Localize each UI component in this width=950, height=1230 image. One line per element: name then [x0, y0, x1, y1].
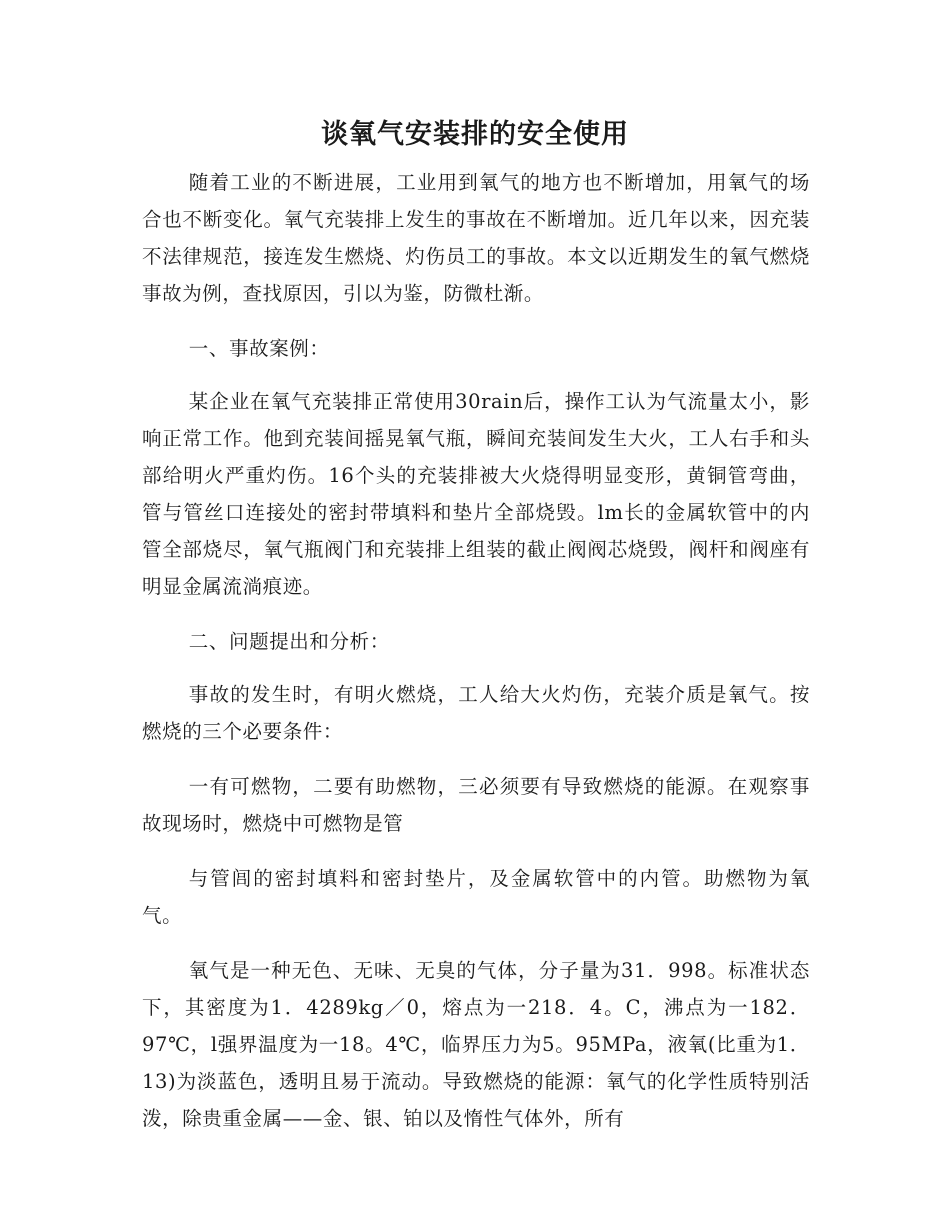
- document-title: 谈氧气安装排的安全使用: [321, 119, 629, 150]
- paragraph-analysis: 事故的发生时，有明火燃烧，工人给大火灼伤，充装介质是氧气。按燃烧的三个必要条件：: [142, 683, 810, 743]
- paragraph-accident-case: 某企业在氧气充装排正常使用30rain后，操作工认为气流量太小，影响正常工作。他到充装间摇晃氧气瓶，瞬间充装间发生大火，工人右手和头部给明火严重灼伤。16个头的充装排被大火烧得明显变形，黄铜管弯曲，管与管丝口连接处的密封带填料和垫片全部烧毁。lm长的金属软管中的内管全部烧尽，氧气瓶阀门和充装排上组装的截止阀阀芯烧毁，阀杆和阀座有明显金属流淌痕迹。: [142, 390, 810, 598]
- section-heading-accident-case: 一、事故案例：: [188, 337, 330, 360]
- section-heading-analysis: 二、问题提出和分析：: [188, 630, 390, 653]
- paragraph-intro: 随着工业的不断进展，工业用到氧气的地方也不断增加，用氧气的场合也不断变化。氧气充装排上发生的事故在不断增加。近几年以来，因充装不法律规范，接连发生燃烧、灼伤员工的事故。本文以近期发生的氧气燃烧事故为例，查找原因，引以为鉴，防微杜渐。: [142, 171, 810, 305]
- paragraph-combustion-conditions: 一有可燃物，二要有助燃物，三必须要有导致燃烧的能源。在观察事故现场时，燃烧中可燃物是管: [142, 775, 810, 835]
- paragraph-oxygen-properties: 氧气是一种无色、无味、无臭的气体，分子量为31．998。标准状态下，其密度为1．4289kg／0，熔点为一218．4。C，沸点为一182．97℃，l强界温度为一18。4℃，临界压力为5。95MPa，液氧(比重为1．13)为淡蓝色，透明且易于流动。导致燃烧的能源：氧气的化学性质特别活泼，除贵重金属——金、银、铂以及惰性气体外，所有: [142, 959, 810, 1130]
- paragraph-combustibles: 与管闾的密封填料和密封垫片，及金属软管中的内管。助燃物为氧气。: [142, 867, 810, 927]
- document-body: [142, 164, 810, 1155]
